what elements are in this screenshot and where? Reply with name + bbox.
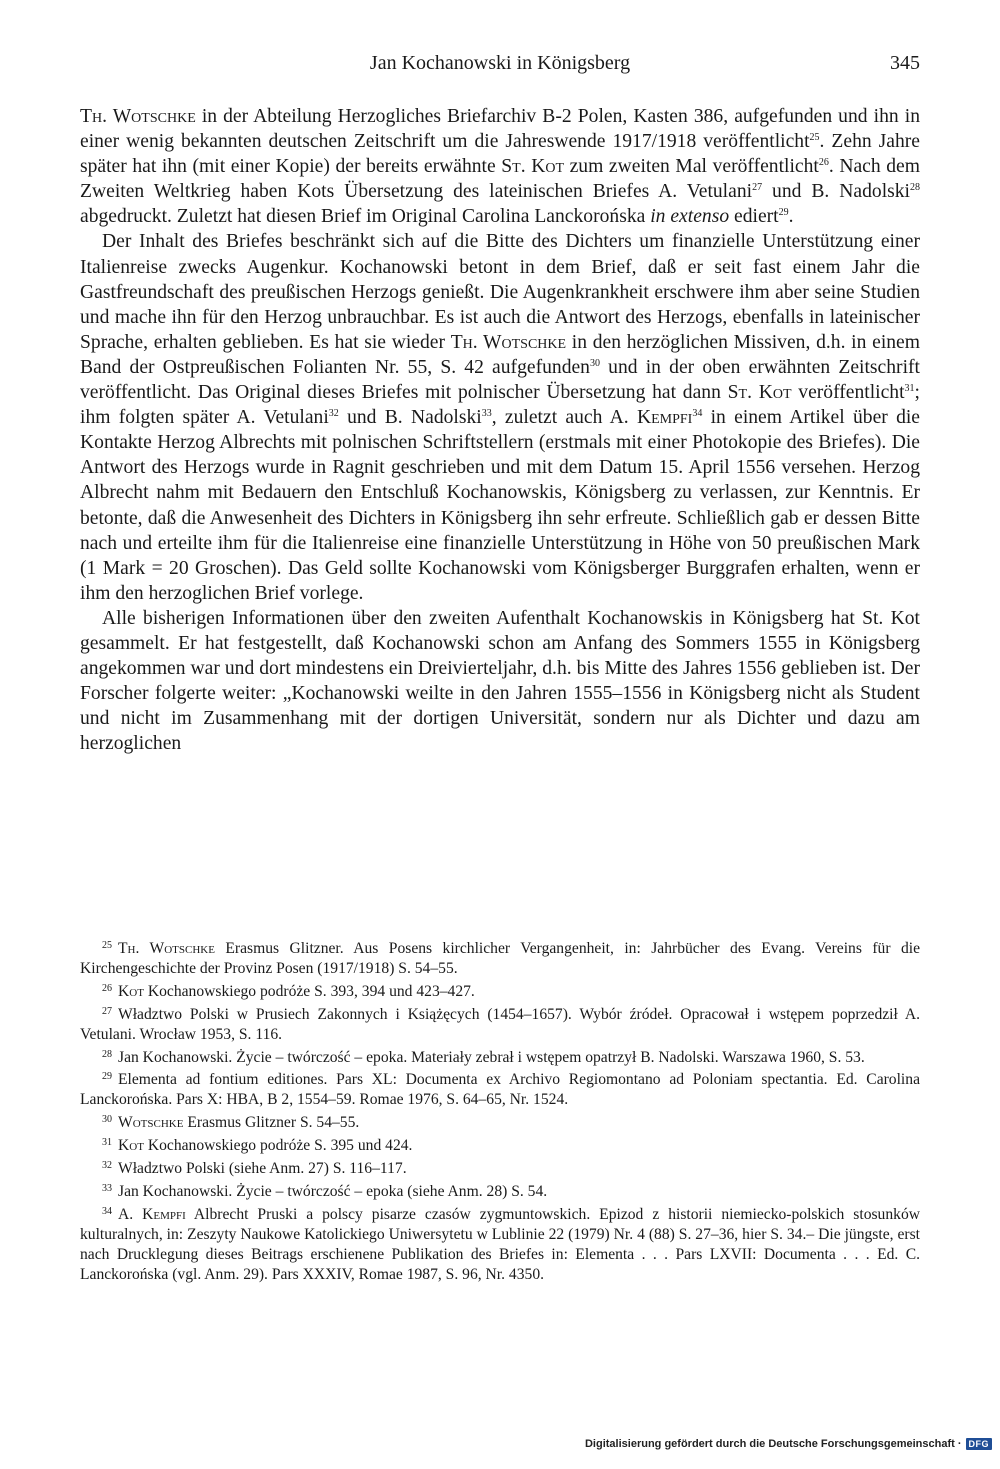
footnote: [80, 936, 920, 979]
main-text: [80, 104, 920, 756]
dfg-logo: DFG: [966, 1438, 993, 1450]
footnote: [80, 1156, 920, 1179]
footnote: [80, 979, 920, 1002]
footnote-number: 30: [102, 1114, 112, 1126]
footnote-number: 33: [102, 1182, 112, 1194]
author-name: St. Kot: [727, 382, 792, 404]
text-run: , zuletzt auch A.: [491, 407, 637, 429]
text-run: veröffentlicht: [791, 382, 905, 404]
author-name: Th. Wotschke: [80, 106, 196, 127]
author-name: Kempfi: [636, 407, 693, 429]
footnote-number: 32: [102, 1160, 112, 1172]
paragraph-2: [80, 229, 920, 605]
footnote-ref[interactable]: 34: [692, 408, 703, 420]
footnote-number: 34: [102, 1205, 112, 1217]
footnote-number: 31: [102, 1137, 112, 1149]
text-run: in der Abteilung Herzogliches Briefarchiv B-2 Polen, Kasten 386, aufgefunden und ihn in einer wenig bekannten deutschen Zeitschrift um die Jahreswende 1917/1918 veröffentlicht: [80, 106, 920, 153]
footnote: [80, 1045, 920, 1068]
footnote-number: 29: [102, 1071, 112, 1083]
footnote-ref[interactable]: 31: [904, 383, 915, 395]
footnote-ref[interactable]: 29: [778, 207, 789, 219]
digitization-credit: [585, 1437, 992, 1451]
footnote-text: Kochanowskiego podróże S. 393, 394 und 423–427.: [143, 982, 475, 1000]
footnote-ref[interactable]: 33: [481, 408, 492, 420]
footnote: [80, 1133, 920, 1156]
footnote-author: Th. Wotschke: [118, 940, 215, 957]
footnote-ref[interactable]: 27: [752, 182, 763, 194]
credit-text: Digitalisierung gefördert durch die Deutsche Forschungsgemeinschaft ·: [584, 1438, 962, 1450]
text-run: ; ihm folgten später A. Vetulani: [80, 382, 920, 429]
author-name: Th. Wotschke: [450, 331, 567, 353]
footnote-number: 27: [102, 1005, 112, 1017]
footnote-author: A. Kempfi: [118, 1205, 186, 1223]
footnote-text: Władztwo Polski w Prusiech Zakonnych i Książęcych (1454–1657). Wybór źródeł. Opracował i wstępem poprzedził A. Vetulani. Wrocław 1953, S. 116.: [80, 1005, 920, 1043]
footnote-text: Jan Kochanowski. Życie – twórczość – epoka. Materiały zebrał i wstępem opatrzył B. Nadolski. Warszawa 1960, S. 53.: [118, 1048, 865, 1066]
footnote-number: 25: [102, 940, 112, 951]
footnote-number: 28: [102, 1048, 112, 1060]
footnote-ref[interactable]: 32: [328, 408, 339, 420]
paragraph-3: Alle bisherigen Informationen über den zweiten Aufenthalt Kochanowskis in Königsberg hat St. Kot gesammelt. Er hat festgestellt, daß Kochanowski schon am Anfang des Sommers 1555 in Königsberg angekommen war und dort mindestens ein Dreivierteljahr, d.h. bis Mitte des Jahres 1556 geblieben ist. Der Forscher folgerte weiter: „Kochanowski weilte in den Jahren 1555–1556 in Königsberg nicht als Student und nicht im Zusammenhang mit der dortigen Universität, sondern nur als Dichter und dazu am herzoglichen: [80, 607, 920, 755]
text-run: Der Inhalt des Briefes beschränkt sich auf die Bitte des Dichters um finanzielle Unterstützung einer Italienreise zwecks Augenkur. Kochanowski betont in dem Brief, daß er seit fast einem Jahr die Gastfreundschaft des preußischen Herzogs genießt. Die Augenkrankheit erschwere ihm aber seine Studien und mache ihn für den Herzog unbrauchbar. Es ist auch die Antwort des Herzogs, ebenfalls in lateinischer Sprache, erhalten geblieben. Es hat sie wieder: [80, 231, 920, 353]
text-run: zum zweiten Mal veröffentlicht: [564, 156, 819, 178]
footnote: [80, 1110, 920, 1133]
footnote-text: Jan Kochanowski. Życie – twórczość – epoka (siehe Anm. 28) S. 54.: [118, 1182, 548, 1200]
paragraph-1: [80, 104, 920, 229]
footnote-ref[interactable]: 28: [910, 182, 921, 194]
footnote-number: 26: [102, 982, 112, 994]
footnote-author: Wotschke: [118, 1114, 184, 1132]
footnote: [80, 1179, 920, 1202]
footnote-text: Erasmus Glitzner S. 54–55.: [183, 1114, 360, 1132]
footnote: [80, 1067, 920, 1110]
footnote-author: Kot: [118, 1137, 144, 1155]
text-run: und B. Nadolski: [338, 407, 482, 429]
footnote: [80, 1202, 920, 1285]
text-run: und B. Nadolski: [762, 181, 911, 203]
footnote-ref[interactable]: 30: [589, 357, 600, 369]
footnote-text: Kochanowskiego podróże S. 395 und 424.: [143, 1137, 413, 1155]
text-run: . Nach dem Zweiten Weltkrieg haben Kots Übersetzung des lateinischen Briefes A. Vetulani: [80, 156, 920, 203]
footnote-text: Albrecht Pruski a polscy pisarze czasów zygmuntowskich. Epizod z historii niemiecko-polskich stosunków kulturalnych, in: Zeszyty Naukowe Katolickiego Uniwersytetu w Lublinie 22 (1979) Nr. 4 (88) S. 27–36, hier S. 34.– Die jüngste, erst nach Drucklegung dieses Beitrags erschienene Publikation des Briefes in: Elementa . . . Pars LXVII: Documenta . . . Ed. C. Lanckorońska (vgl. Anm. 29). Pars XXXIV, Romae 1987, S. 96, Nr. 4350.: [80, 1205, 921, 1283]
footnote-ref[interactable]: 26: [818, 157, 829, 169]
footnote-text: Władztwo Polski (siehe Anm. 27) S. 116–117.: [118, 1160, 407, 1178]
running-title: Jan Kochanowski in Königsberg: [369, 52, 631, 74]
footnote: [80, 1002, 920, 1045]
text-run: in den herzöglichen Missiven, d.h. in einem Band der Ostpreußischen Folianten Nr. 55, S. 42 aufgefunden: [80, 331, 920, 378]
text-run: ediert: [729, 206, 779, 228]
running-header: [80, 52, 920, 82]
italic-phrase: in extenso: [650, 206, 730, 228]
footnote-ref[interactable]: 25: [809, 132, 820, 144]
text-run: in einem Artikel über die Kontakte Herzog Albrechts mit polnischen Schriftstellern (erstmals mit einer Photokopie des Briefes). Die Antwort des Herzogs wurde in Ragnit geschrieben und mit dem Datum 15. April 1556 versehen. Herzog Albrecht nahm mit Bedauern den Entschluß Kochanowskis, Königsberg zu verlassen, zur Kenntnis. Er betonte, daß die Anwesenheit des Dichters in Königsberg ihn sehr erfreute. Schließlich gab er dessen Bitte nach und erteilte ihm für die Italienreise eine finanzielle Unterstützung in Höhe von 50 preußischen Mark (1 Mark = 20 Groschen). Das Geld sollte Kochanowski vom Königsberger Burggrafen erhalten, wenn er ihm den herzoglichen Brief vorlege.: [80, 407, 921, 604]
author-name: St. Kot: [501, 156, 565, 178]
footnote-author: Kot: [118, 982, 144, 1000]
footnotes: [80, 936, 920, 1285]
footnote-text: Elementa ad fontium editiones. Pars XL: Documenta ex Archivo Regiomontano ad Poloniam spectantia. Ed. Carolina Lanckorońska. Pars X: HBA, B 2, 1554–59. Romae 1976, S. 64–65, Nr. 1524.: [80, 1071, 920, 1109]
text-run: .: [788, 206, 794, 228]
footnote-text: Erasmus Glitzner. Aus Posens kirchlicher Vergangenheit, in: Jahrbücher des Evang. Vereins für die Kirchengeschichte der Provinz Posen (1917/1918) S. 54–55.: [80, 940, 920, 977]
page-number: 345: [890, 52, 920, 74]
text-run: und in der oben erwähnten Zeitschrift veröffentlicht. Das Original dieses Briefes mit polnischer Übersetzung hat dann: [80, 356, 920, 404]
text-run: abgedruckt. Zuletzt hat diesen Brief im Original Carolina Lanckorońska: [80, 206, 651, 228]
text-run: . Zehn Jahre später hat ihn (mit einer Kopie) der bereits erwähnte: [80, 131, 920, 178]
